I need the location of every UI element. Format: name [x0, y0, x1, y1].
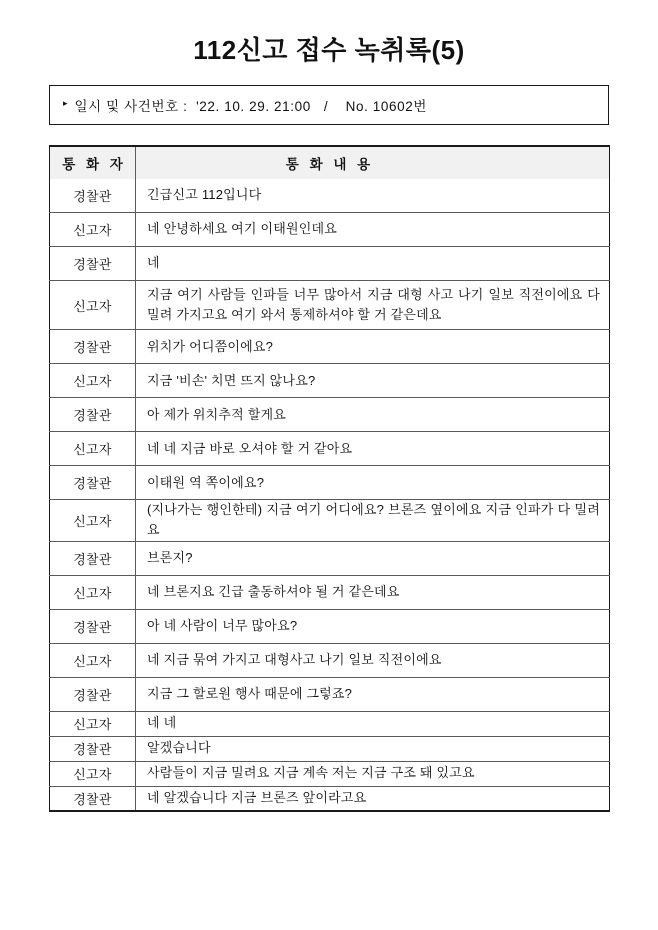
utterance-line: 네 안녕하세요 여기 이태원인데요 [147, 221, 338, 237]
speaker-cell: 경찰관 [50, 736, 136, 761]
speaker-cell: 신고자 [50, 281, 136, 330]
utterance-cell [136, 761, 610, 786]
utterance-cell [136, 213, 610, 247]
utterance-cell [136, 466, 610, 500]
utterance-cell [136, 736, 610, 761]
utterance-cell [136, 643, 610, 677]
utterance-line: 지금 그 할로원 행사 때문에 그렇죠? [147, 685, 353, 701]
utterance-line: 아 네 사람이 너무 많아요? [147, 617, 298, 633]
transcript-table [49, 145, 610, 813]
table-row [50, 398, 610, 432]
speaker-cell: 경찰관 [50, 541, 136, 575]
triangle-bullet-icon: ▸ [63, 98, 68, 108]
utterance-line: (지나가는 행인한테) 지금 여기 어디에요? 브론즈 옆이에요 지금 인파가 다 밀려요 [147, 502, 600, 538]
utterance-cell [136, 609, 610, 643]
utterance-line: 사람들이 지금 밀려요 지금 계속 저는 지금 구조 돼 있고요 [147, 765, 475, 781]
speaker-cell: 신고자 [50, 761, 136, 786]
table-row [50, 761, 610, 786]
speaker-cell: 경찰관 [50, 179, 136, 213]
speaker-cell: 경찰관 [50, 247, 136, 281]
speaker-cell: 신고자 [50, 213, 136, 247]
utterance-cell [136, 398, 610, 432]
table-row [50, 466, 610, 500]
speaker-cell: 신고자 [50, 575, 136, 609]
utterance-cell [136, 281, 610, 330]
speaker-cell: 경찰관 [50, 609, 136, 643]
utterance-cell [136, 364, 610, 398]
utterance-cell [136, 179, 610, 213]
utterance-line: 알겠습니다 [147, 740, 211, 756]
speaker-cell: 신고자 [50, 643, 136, 677]
utterance-cell [136, 786, 610, 811]
column-header-speaker: 통 화 자 [50, 146, 136, 179]
utterance-line: 밀려 가지고요 여기 와서 통제하셔야 할 거 같은데요 [147, 307, 442, 323]
table-row [50, 541, 610, 575]
speaker-cell: 경찰관 [50, 466, 136, 500]
table-row [50, 500, 610, 541]
utterance-line: 긴급신고 112입니다 [147, 187, 262, 203]
table-row [50, 432, 610, 466]
utterance-line: 브론지? [147, 549, 193, 565]
utterance-cell [136, 330, 610, 364]
utterance-line: 네 [147, 255, 160, 271]
utterance-cell [136, 677, 610, 711]
table-row [50, 281, 610, 330]
table-row [50, 179, 610, 213]
table-row [50, 364, 610, 398]
table-row [50, 736, 610, 761]
speaker-cell: 경찰관 [50, 677, 136, 711]
speaker-cell: 신고자 [50, 711, 136, 736]
table-row [50, 677, 610, 711]
speaker-cell: 경찰관 [50, 398, 136, 432]
utterance-line: 위치가 어디쯤이에요? [147, 338, 274, 354]
speaker-cell: 신고자 [50, 500, 136, 541]
utterance-line: 지금 여기 사람들 인파들 너무 많아서 지금 대형 사고 나기 일보 직전이에요 다 [147, 287, 600, 302]
speaker-cell: 신고자 [50, 364, 136, 398]
table-row [50, 575, 610, 609]
utterance-cell [136, 247, 610, 281]
table-row [50, 330, 610, 364]
case-info-text: 일시 및 사건번호 : '22. 10. 29. 21:00 / No. 10602번 [74, 98, 427, 114]
column-header-content: 통 화 내 용 [136, 146, 610, 179]
utterance-cell [136, 432, 610, 466]
utterance-line: 네 네 지금 바로 오셔야 할 거 같아요 [147, 440, 353, 456]
transcript-body [50, 179, 610, 812]
speaker-cell: 경찰관 [50, 786, 136, 811]
table-row [50, 609, 610, 643]
utterance-cell [136, 500, 610, 541]
table-row [50, 786, 610, 811]
table-row [50, 247, 610, 281]
speaker-cell: 경찰관 [50, 330, 136, 364]
table-row [50, 711, 610, 736]
case-info-box [49, 85, 609, 125]
utterance-line: 지금 '비손' 치면 뜨지 않나요? [147, 372, 316, 388]
utterance-line: 아 제가 위치추적 할게요 [147, 406, 287, 422]
utterance-line: 네 네 [147, 715, 177, 731]
table-row [50, 213, 610, 247]
table-header-row [50, 146, 610, 179]
table-row [50, 643, 610, 677]
page-title: 112신고 접수 녹취록(5) [193, 35, 465, 65]
utterance-line: 네 브론지요 긴급 출동하셔야 될 거 같은데요 [147, 583, 400, 599]
utterance-cell [136, 541, 610, 575]
speaker-cell: 신고자 [50, 432, 136, 466]
utterance-line: 네 알겠습니다 지금 브론즈 앞이라고요 [147, 790, 367, 806]
utterance-cell [136, 711, 610, 736]
utterance-line: 이태원 역 쪽이에요? [147, 474, 265, 490]
utterance-cell [136, 575, 610, 609]
utterance-line: 네 지금 묶여 가지고 대형사고 나기 일보 직전이에요 [147, 651, 442, 667]
